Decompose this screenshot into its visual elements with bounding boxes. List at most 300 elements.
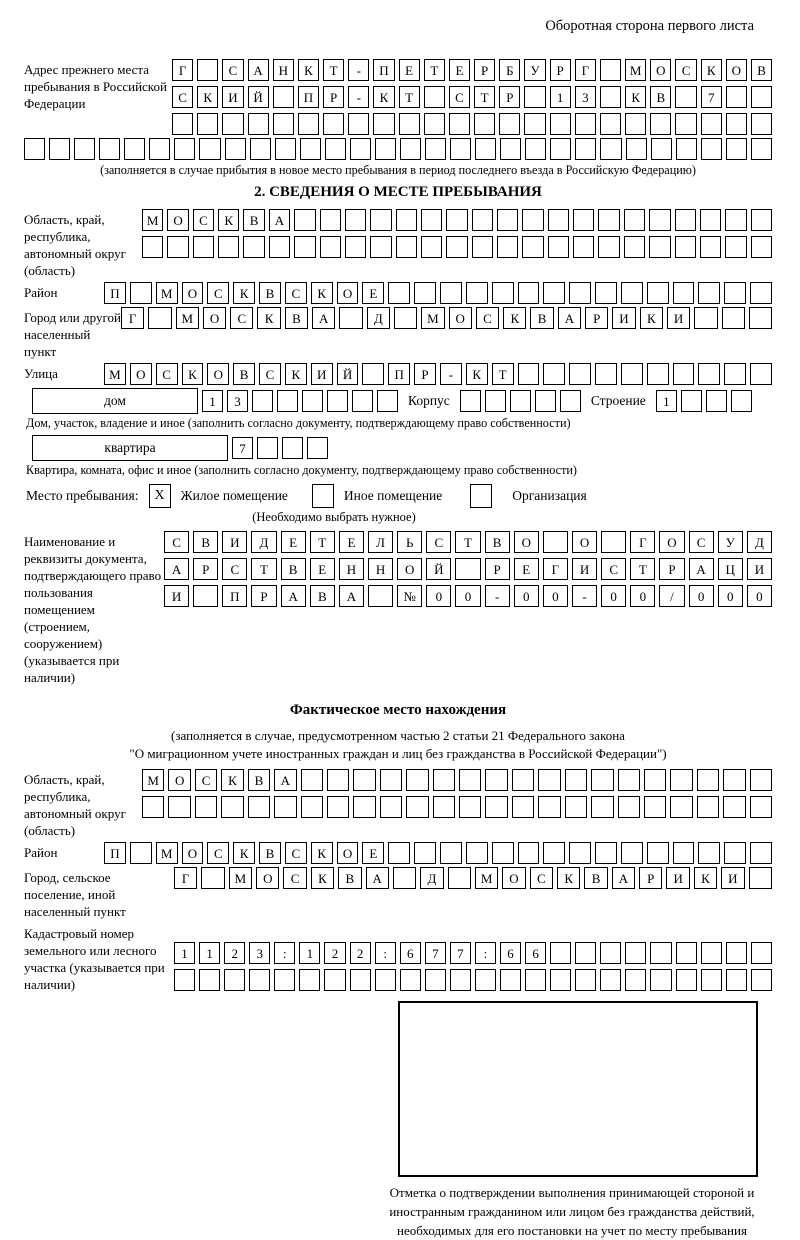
char-cell[interactable]: О (572, 531, 597, 553)
char-cell[interactable] (327, 390, 348, 412)
char-cell[interactable]: П (222, 585, 247, 607)
char-cell[interactable]: Ц (718, 558, 743, 580)
char-cell[interactable] (676, 969, 697, 991)
char-cell[interactable] (485, 796, 507, 818)
char-cell[interactable]: О (256, 867, 279, 889)
char-cell[interactable] (750, 282, 772, 304)
char-cell[interactable] (406, 796, 428, 818)
char-cell[interactable]: Р (499, 86, 520, 108)
char-cell[interactable]: М (142, 769, 164, 791)
char-cell[interactable] (600, 113, 621, 135)
char-cell[interactable] (257, 437, 278, 459)
char-cell[interactable]: Т (630, 558, 655, 580)
char-cell[interactable]: Т (474, 86, 495, 108)
char-cell[interactable] (197, 59, 218, 81)
char-cell[interactable] (49, 138, 70, 160)
char-cell[interactable] (621, 282, 643, 304)
char-cell[interactable] (698, 363, 720, 385)
char-cell[interactable]: К (557, 867, 580, 889)
char-cell[interactable] (647, 842, 669, 864)
char-cell[interactable]: В (485, 531, 510, 553)
char-cell[interactable] (700, 236, 721, 258)
char-cell[interactable]: В (310, 585, 335, 607)
char-cell[interactable]: Й (426, 558, 451, 580)
char-cell[interactable]: О (449, 307, 472, 329)
char-cell[interactable] (595, 282, 617, 304)
char-cell[interactable] (673, 363, 695, 385)
char-cell[interactable]: Т (310, 531, 335, 553)
char-cell[interactable] (433, 796, 455, 818)
char-cell[interactable]: С (449, 86, 470, 108)
char-cell[interactable] (538, 769, 560, 791)
char-cell[interactable]: О (337, 842, 359, 864)
char-cell[interactable] (380, 796, 402, 818)
char-cell[interactable]: П (373, 59, 394, 81)
char-cell[interactable]: О (650, 59, 671, 81)
char-cell[interactable] (618, 796, 640, 818)
char-cell[interactable] (751, 209, 772, 231)
char-cell[interactable]: С (230, 307, 253, 329)
char-cell[interactable] (269, 236, 290, 258)
char-cell[interactable]: А (269, 209, 290, 231)
char-cell[interactable] (726, 969, 747, 991)
char-cell[interactable] (670, 796, 692, 818)
char-cell[interactable] (353, 796, 375, 818)
char-cell[interactable]: М (104, 363, 126, 385)
char-cell[interactable] (24, 138, 45, 160)
char-cell[interactable] (130, 842, 152, 864)
char-cell[interactable]: 3 (249, 942, 270, 964)
char-cell[interactable] (352, 390, 373, 412)
char-cell[interactable]: А (281, 585, 306, 607)
char-cell[interactable]: С (426, 531, 451, 553)
char-cell[interactable] (500, 138, 521, 160)
char-cell[interactable] (440, 282, 462, 304)
char-cell[interactable]: Д (251, 531, 276, 553)
char-cell[interactable]: О (182, 842, 204, 864)
char-cell[interactable]: В (248, 769, 270, 791)
char-cell[interactable]: В (259, 842, 281, 864)
char-cell[interactable]: 6 (500, 942, 521, 964)
char-cell[interactable] (543, 842, 565, 864)
char-cell[interactable] (499, 113, 520, 135)
char-cell[interactable]: С (285, 842, 307, 864)
char-cell[interactable]: Т (492, 363, 514, 385)
char-cell[interactable]: Г (121, 307, 144, 329)
char-cell[interactable]: С (675, 59, 696, 81)
char-cell[interactable] (248, 113, 269, 135)
char-cell[interactable] (275, 138, 296, 160)
char-cell[interactable]: А (164, 558, 189, 580)
char-cell[interactable] (575, 969, 596, 991)
char-cell[interactable] (621, 842, 643, 864)
char-cell[interactable] (725, 209, 746, 231)
char-cell[interactable] (524, 86, 545, 108)
char-cell[interactable]: И (222, 86, 243, 108)
char-cell[interactable]: О (514, 531, 539, 553)
char-cell[interactable] (512, 796, 534, 818)
char-cell[interactable] (350, 138, 371, 160)
char-cell[interactable] (193, 236, 214, 258)
char-cell[interactable] (600, 969, 621, 991)
char-cell[interactable] (323, 113, 344, 135)
char-cell[interactable] (221, 796, 243, 818)
char-cell[interactable] (524, 113, 545, 135)
char-cell[interactable] (698, 842, 720, 864)
char-cell[interactable]: А (558, 307, 581, 329)
char-cell[interactable]: Е (449, 59, 470, 81)
char-cell[interactable] (201, 867, 224, 889)
char-cell[interactable]: О (168, 769, 190, 791)
char-cell[interactable]: О (397, 558, 422, 580)
char-cell[interactable]: Т (323, 59, 344, 81)
char-cell[interactable] (485, 390, 506, 412)
char-cell[interactable] (649, 209, 670, 231)
char-cell[interactable] (459, 769, 481, 791)
char-cell[interactable] (598, 236, 619, 258)
char-cell[interactable] (726, 942, 747, 964)
char-cell[interactable] (548, 209, 569, 231)
char-cell[interactable] (550, 138, 571, 160)
char-cell[interactable] (525, 969, 546, 991)
char-cell[interactable] (375, 969, 396, 991)
char-cell[interactable] (595, 842, 617, 864)
char-cell[interactable] (675, 86, 696, 108)
char-cell[interactable]: И (612, 307, 635, 329)
char-cell[interactable]: № (397, 585, 422, 607)
char-cell[interactable] (142, 796, 164, 818)
char-cell[interactable] (300, 138, 321, 160)
char-cell[interactable] (425, 138, 446, 160)
char-cell[interactable] (450, 138, 471, 160)
char-cell[interactable] (701, 942, 722, 964)
char-cell[interactable]: Т (251, 558, 276, 580)
char-cell[interactable]: В (338, 867, 361, 889)
char-cell[interactable]: 3 (227, 390, 248, 412)
char-cell[interactable]: П (298, 86, 319, 108)
char-cell[interactable] (595, 363, 617, 385)
char-cell[interactable]: Г (575, 59, 596, 81)
char-cell[interactable]: К (625, 86, 646, 108)
char-cell[interactable] (485, 769, 507, 791)
char-cell[interactable]: М (475, 867, 498, 889)
char-cell[interactable]: Е (281, 531, 306, 553)
char-cell[interactable] (320, 209, 341, 231)
char-cell[interactable]: М (421, 307, 444, 329)
char-cell[interactable]: М (229, 867, 252, 889)
char-cell[interactable]: Д (747, 531, 772, 553)
char-cell[interactable] (750, 769, 772, 791)
char-cell[interactable] (522, 209, 543, 231)
char-cell[interactable] (697, 796, 719, 818)
char-cell[interactable]: 2 (224, 942, 245, 964)
char-cell[interactable] (749, 867, 772, 889)
char-cell[interactable]: Г (543, 558, 568, 580)
char-cell[interactable]: Г (172, 59, 193, 81)
char-cell[interactable] (624, 236, 645, 258)
char-cell[interactable] (193, 585, 218, 607)
char-cell[interactable] (249, 969, 270, 991)
char-cell[interactable]: 1 (550, 86, 571, 108)
char-cell[interactable]: Г (174, 867, 197, 889)
char-cell[interactable]: - (348, 86, 369, 108)
char-cell[interactable] (625, 113, 646, 135)
char-cell[interactable]: А (612, 867, 635, 889)
char-cell[interactable] (518, 363, 540, 385)
char-cell[interactable] (600, 59, 621, 81)
char-cell[interactable] (307, 437, 328, 459)
char-cell[interactable]: Е (339, 531, 364, 553)
char-cell[interactable] (543, 531, 568, 553)
char-cell[interactable] (649, 236, 670, 258)
char-cell[interactable] (472, 209, 493, 231)
char-cell[interactable]: Т (455, 531, 480, 553)
char-cell[interactable] (751, 236, 772, 258)
char-cell[interactable]: К (311, 282, 333, 304)
char-cell[interactable]: Е (362, 282, 384, 304)
char-cell[interactable] (440, 842, 462, 864)
char-cell[interactable] (751, 113, 772, 135)
char-cell[interactable] (565, 769, 587, 791)
char-cell[interactable]: А (312, 307, 335, 329)
char-cell[interactable]: К (233, 282, 255, 304)
char-cell[interactable] (644, 769, 666, 791)
char-cell[interactable] (345, 209, 366, 231)
char-cell[interactable] (130, 282, 152, 304)
char-cell[interactable] (724, 842, 746, 864)
char-cell[interactable]: И (666, 867, 689, 889)
char-cell[interactable] (142, 236, 163, 258)
char-cell[interactable]: О (726, 59, 747, 81)
char-cell[interactable]: 3 (575, 86, 596, 108)
char-cell[interactable]: Б (499, 59, 520, 81)
char-cell[interactable]: В (650, 86, 671, 108)
char-cell[interactable] (424, 113, 445, 135)
char-cell[interactable] (301, 796, 323, 818)
char-cell[interactable] (149, 138, 170, 160)
char-cell[interactable] (575, 942, 596, 964)
char-cell[interactable] (600, 138, 621, 160)
char-cell[interactable] (724, 363, 746, 385)
char-cell[interactable] (400, 969, 421, 991)
char-cell[interactable] (644, 796, 666, 818)
char-cell[interactable] (294, 209, 315, 231)
char-cell[interactable]: П (388, 363, 410, 385)
char-cell[interactable]: А (689, 558, 714, 580)
char-cell[interactable]: С (172, 86, 193, 108)
char-cell[interactable] (375, 138, 396, 160)
char-cell[interactable]: К (197, 86, 218, 108)
char-cell[interactable] (575, 138, 596, 160)
char-cell[interactable] (625, 942, 646, 964)
char-cell[interactable] (325, 138, 346, 160)
char-cell[interactable] (700, 209, 721, 231)
char-cell[interactable]: Р (659, 558, 684, 580)
char-cell[interactable] (74, 138, 95, 160)
char-cell[interactable]: 0 (426, 585, 451, 607)
char-cell[interactable]: А (274, 769, 296, 791)
char-cell[interactable] (399, 113, 420, 135)
char-cell[interactable] (750, 796, 772, 818)
char-cell[interactable]: К (694, 867, 717, 889)
char-cell[interactable] (697, 769, 719, 791)
char-cell[interactable] (676, 138, 697, 160)
char-cell[interactable]: В (243, 209, 264, 231)
char-cell[interactable]: Г (630, 531, 655, 553)
char-cell[interactable]: О (659, 531, 684, 553)
char-cell[interactable]: 0 (689, 585, 714, 607)
char-cell[interactable] (706, 390, 727, 412)
char-cell[interactable] (731, 390, 752, 412)
stay-type-residential-checkbox[interactable]: X (149, 484, 171, 508)
char-cell[interactable]: Р (251, 585, 276, 607)
char-cell[interactable] (400, 138, 421, 160)
char-cell[interactable]: В (751, 59, 772, 81)
char-cell[interactable]: Р (414, 363, 436, 385)
char-cell[interactable]: К (257, 307, 280, 329)
char-cell[interactable]: Р (323, 86, 344, 108)
char-cell[interactable] (626, 138, 647, 160)
char-cell[interactable]: У (524, 59, 545, 81)
char-cell[interactable] (370, 236, 391, 258)
char-cell[interactable]: Е (310, 558, 335, 580)
char-cell[interactable]: В (193, 531, 218, 553)
char-cell[interactable] (424, 86, 445, 108)
char-cell[interactable]: Р (550, 59, 571, 81)
char-cell[interactable] (625, 969, 646, 991)
char-cell[interactable] (550, 113, 571, 135)
char-cell[interactable] (446, 236, 467, 258)
char-cell[interactable]: С (164, 531, 189, 553)
char-cell[interactable]: К (285, 363, 307, 385)
char-cell[interactable]: К (233, 842, 255, 864)
char-cell[interactable] (474, 113, 495, 135)
char-cell[interactable]: И (164, 585, 189, 607)
char-cell[interactable] (224, 969, 245, 991)
char-cell[interactable]: 2 (324, 942, 345, 964)
char-cell[interactable]: О (167, 209, 188, 231)
char-cell[interactable] (591, 769, 613, 791)
char-cell[interactable] (320, 236, 341, 258)
char-cell[interactable] (723, 796, 745, 818)
char-cell[interactable]: В (233, 363, 255, 385)
char-cell[interactable]: - (485, 585, 510, 607)
char-cell[interactable] (751, 969, 772, 991)
char-cell[interactable] (518, 282, 540, 304)
char-cell[interactable]: И (747, 558, 772, 580)
char-cell[interactable] (377, 390, 398, 412)
char-cell[interactable]: К (640, 307, 663, 329)
char-cell[interactable]: В (584, 867, 607, 889)
char-cell[interactable] (252, 390, 273, 412)
char-cell[interactable]: И (721, 867, 744, 889)
char-cell[interactable] (651, 138, 672, 160)
char-cell[interactable]: Д (367, 307, 390, 329)
char-cell[interactable] (676, 942, 697, 964)
char-cell[interactable]: 7 (425, 942, 446, 964)
char-cell[interactable]: П (104, 842, 126, 864)
char-cell[interactable] (388, 282, 410, 304)
char-cell[interactable] (600, 942, 621, 964)
char-cell[interactable] (647, 363, 669, 385)
char-cell[interactable]: 6 (525, 942, 546, 964)
char-cell[interactable] (670, 769, 692, 791)
char-cell[interactable] (675, 113, 696, 135)
char-cell[interactable] (650, 969, 671, 991)
char-cell[interactable] (393, 867, 416, 889)
char-cell[interactable] (294, 236, 315, 258)
stay-type-organization-checkbox[interactable] (470, 484, 492, 508)
char-cell[interactable] (298, 113, 319, 135)
char-cell[interactable] (350, 969, 371, 991)
char-cell[interactable] (222, 113, 243, 135)
char-cell[interactable] (675, 236, 696, 258)
char-cell[interactable]: - (572, 585, 597, 607)
char-cell[interactable] (421, 236, 442, 258)
char-cell[interactable]: К (503, 307, 526, 329)
char-cell[interactable]: И (222, 531, 247, 553)
char-cell[interactable] (749, 307, 772, 329)
char-cell[interactable] (701, 138, 722, 160)
char-cell[interactable] (543, 363, 565, 385)
char-cell[interactable] (525, 138, 546, 160)
char-cell[interactable] (492, 842, 514, 864)
char-cell[interactable] (569, 363, 591, 385)
char-cell[interactable]: Е (514, 558, 539, 580)
char-cell[interactable]: И (572, 558, 597, 580)
char-cell[interactable]: В (285, 307, 308, 329)
char-cell[interactable]: К (466, 363, 488, 385)
char-cell[interactable]: К (221, 769, 243, 791)
char-cell[interactable] (573, 236, 594, 258)
char-cell[interactable] (327, 769, 349, 791)
char-cell[interactable] (673, 842, 695, 864)
char-cell[interactable] (621, 363, 643, 385)
char-cell[interactable] (282, 437, 303, 459)
char-cell[interactable] (396, 236, 417, 258)
char-cell[interactable] (362, 363, 384, 385)
char-cell[interactable] (548, 236, 569, 258)
char-cell[interactable] (174, 138, 195, 160)
char-cell[interactable]: - (348, 59, 369, 81)
char-cell[interactable]: 0 (601, 585, 626, 607)
char-cell[interactable]: 1 (199, 942, 220, 964)
char-cell[interactable]: 7 (232, 437, 253, 459)
char-cell[interactable]: Т (424, 59, 445, 81)
char-cell[interactable] (302, 390, 323, 412)
char-cell[interactable] (497, 236, 518, 258)
char-cell[interactable] (394, 307, 417, 329)
char-cell[interactable] (569, 842, 591, 864)
char-cell[interactable] (650, 113, 671, 135)
char-cell[interactable]: О (182, 282, 204, 304)
char-cell[interactable] (681, 390, 702, 412)
char-cell[interactable] (600, 86, 621, 108)
char-cell[interactable]: А (366, 867, 389, 889)
char-cell[interactable] (414, 842, 436, 864)
char-cell[interactable]: 0 (747, 585, 772, 607)
char-cell[interactable] (455, 558, 480, 580)
char-cell[interactable]: С (476, 307, 499, 329)
char-cell[interactable] (195, 796, 217, 818)
char-cell[interactable] (560, 390, 581, 412)
char-cell[interactable] (497, 209, 518, 231)
char-cell[interactable] (565, 796, 587, 818)
char-cell[interactable]: М (156, 842, 178, 864)
char-cell[interactable] (277, 390, 298, 412)
char-cell[interactable]: О (130, 363, 152, 385)
char-cell[interactable] (701, 969, 722, 991)
